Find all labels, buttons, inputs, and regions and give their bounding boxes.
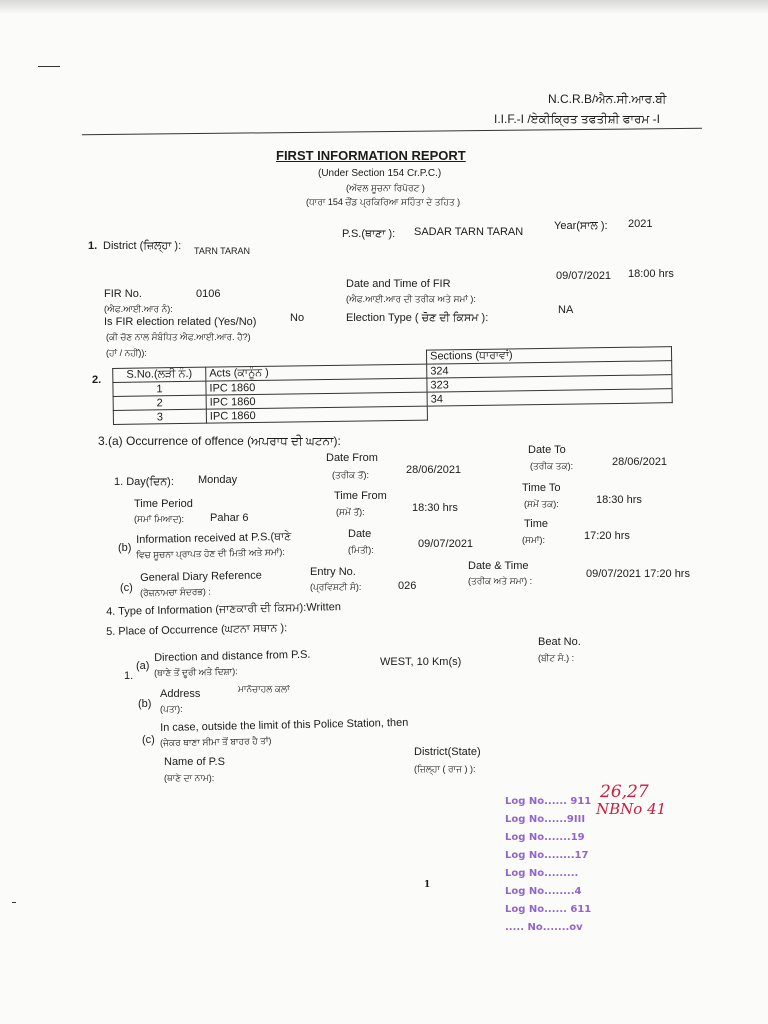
- ncrb-header: N.C.R.B/ਐਨ.ਸੀ.ਆਰ.ਬੀ: [548, 92, 667, 106]
- fir-date: 09/07/2021: [556, 270, 612, 282]
- ps-label: P.S.(ਥਾਣਾ ):: [342, 228, 396, 240]
- district-state-label-pa: (ਜ਼ਿਲ੍ਹਾ ( ਰਾਜ ) ):: [414, 764, 476, 774]
- stamp-row: ..... No.......ov: [505, 922, 583, 933]
- date-to: 28/06/2021: [612, 456, 668, 468]
- address-value: ਮਾਨੋਚਾਹਲ ਕਲਾਂ: [238, 684, 290, 694]
- time-to-label: Time To: [522, 482, 561, 494]
- stamp-row: Log No...... 611: [505, 904, 592, 915]
- scan-top-edge: [0, 0, 768, 14]
- report-subtitle-section: (ਧਾਰਾ 154 ਚੌਂਡ ਪ੍ਰਕਿਰਿਆ ਸਹਿੰਤਾ ਦੇ ਤਹਿਤ ): [306, 197, 461, 207]
- election-question-pa: (ਕੀ ਚੋਣ ਨਾਲ ਸੰਬੰਧਿਤ ਐਫ.ਆਈ.ਆਰ. ਹੈ?): [106, 332, 251, 342]
- sections-header: Sections (ਧਾਰਾਵਾਂ): [426, 347, 671, 364]
- fir-time: 18:00 hrs: [628, 268, 674, 280]
- direction-label-pa: (ਥਾਣੇ ਤੋਂ ਦੂਰੀ ਅਤੇ ਦਿਸ਼ਾ):: [154, 666, 238, 678]
- time-period: Pahar 6: [210, 512, 249, 524]
- diary-datetime-label-pa: (ਤਰੀਕ ਅਤੇ ਸਮਾ) :: [468, 576, 533, 586]
- info-time-label-pa: (ਸਮਾਂ):: [522, 535, 545, 545]
- table-cell: 3: [113, 409, 206, 424]
- occurrence-heading: 3.(a) Occurrence of offence (ਅਪਰਾਧ ਦੀ ਘਟਨਾ):: [98, 434, 341, 448]
- district-number: 1.: [88, 240, 98, 252]
- info-time-label: Time: [524, 518, 549, 530]
- election-question-options: (ਹਾਂ / ਨਹੀਂ)):: [106, 348, 147, 358]
- year-label: Year(ਸਾਲ ):: [554, 220, 608, 232]
- table-cell: 324: [427, 361, 672, 378]
- time-from-label-pa: (ਸਮੇਂ ਤੋਂ):: [336, 507, 365, 517]
- direction-label: Direction and distance from P.S.: [154, 648, 311, 664]
- place-c-marker: (c): [142, 734, 155, 746]
- diary-label: General Diary Reference: [140, 569, 262, 584]
- year-value: 2021: [628, 218, 653, 230]
- day-value: Monday: [198, 474, 238, 486]
- district-label: District (ਜ਼ਿਲ੍ਹਾ ):: [103, 240, 182, 252]
- beat-label-pa: (ਬੀਟ ਸੰ.) :: [538, 653, 575, 663]
- stamp-row: Log No........4: [505, 886, 582, 897]
- district-state-label: District(State): [414, 746, 481, 758]
- place-heading: 5. Place of Occurrence (ਘਟਨਾ ਸਥਾਨ ):: [106, 622, 288, 638]
- stamp-row: Log No........17: [505, 850, 589, 861]
- header-rule: [82, 128, 702, 135]
- info-received-label: Information received at P.S.(ਥਾਣੇ: [136, 530, 292, 546]
- time-to: 18:30 hrs: [596, 494, 642, 506]
- place-number: 1.: [124, 670, 134, 682]
- table-cell: IPC 1860: [206, 406, 427, 423]
- diary-label-pa: (ਰੋਜ਼ਨਾਮਚਾ ਸੰਦਰਭ) :: [140, 586, 211, 598]
- table-cell: IPC 1860: [206, 378, 427, 395]
- outside-limit-label: In case, outside the limit of this Police Station, then: [160, 716, 409, 734]
- sno-header: S.No.(ਲੜੀ ਨੰ.): [113, 367, 206, 382]
- stamp-row: Log No...... 911: [505, 796, 592, 807]
- election-answer: No: [290, 312, 305, 324]
- table-cell: 34: [427, 389, 672, 406]
- report-subtitle: (Under Section 154 Cr.P.C.): [318, 168, 442, 179]
- election-question: Is FIR election related (Yes/No): [104, 316, 257, 328]
- diary-marker: (c): [120, 582, 133, 594]
- report-title: FIRST INFORMATION REPORT: [276, 148, 466, 163]
- time-from-label: Time From: [334, 490, 387, 502]
- entry-label: Entry No.: [310, 566, 356, 578]
- acts-section-number: 2.: [92, 374, 102, 386]
- address-label-pa: (ਪਤਾ):: [160, 704, 183, 714]
- date-to-label-pa: (ਤਰੀਕ ਤਕ):: [530, 461, 574, 471]
- diary-datetime: 09/07/2021 17:20 hrs: [586, 568, 690, 580]
- table-cell: IPC 1860: [206, 392, 427, 409]
- info-received-label-pa: ਵਿਚ ਸੂਚਨਾ ਪ੍ਰਾਪਤ ਹੋਣ ਦੀ ਮਿਤੀ ਅਤੇ ਸਮਾਂ):: [136, 546, 285, 560]
- time-to-label-pa: (ਸਮੇਂ ਤਕ):: [524, 499, 559, 509]
- stamp-row: Log No......9III: [505, 814, 586, 825]
- time-period-label: Time Period: [134, 498, 193, 510]
- fir-number: 0106: [196, 288, 221, 300]
- ps-name-label-pa: (ਥਾਣੇ ਦਾ ਨਾਮ):: [164, 773, 215, 783]
- election-type-label: Election Type ( ਚੋਣ ਦੀ ਕਿਸਮ ):: [346, 312, 489, 324]
- log-stamp: [505, 790, 675, 950]
- time-period-label-pa: (ਸਮਾਂ ਮਿਆਦ):: [134, 514, 185, 524]
- info-date-label: Date: [348, 528, 372, 540]
- date-from: 28/06/2021: [406, 464, 462, 476]
- acts-header: Acts (ਕਾਨੂੰਨ ): [206, 364, 427, 381]
- beat-label: Beat No.: [538, 636, 581, 648]
- table-cell: 2: [113, 395, 206, 410]
- fir-date-label-pa: (ਐਫ.ਆਈ.ਆਰ ਦੀ ਤਰੀਕ ਅਤੇ ਸਮਾਂ ):: [346, 294, 476, 304]
- direction-value: WEST, 10 Km(s): [380, 656, 462, 668]
- date-to-label: Date To: [528, 444, 566, 456]
- table-cell: 1: [113, 381, 206, 396]
- day-label: 1. Day(ਦਿਨ):: [114, 476, 174, 488]
- date-from-label: Date From: [326, 452, 378, 464]
- fir-date-label: Date and Time of FIR: [346, 278, 451, 290]
- info-date-label-pa: (ਮਿਤੀ):: [348, 545, 374, 555]
- info-date: 09/07/2021: [418, 538, 474, 550]
- fir-label: FIR No.: [104, 288, 142, 300]
- page-number: 1: [424, 880, 431, 890]
- info-received-marker: (b): [118, 542, 132, 554]
- district-value: TARN TARAN: [194, 246, 251, 256]
- address-label: Address: [160, 688, 201, 700]
- ps-name-label: Name of P.S: [164, 756, 225, 768]
- date-from-label-pa: (ਤਰੀਕ ਤੋਂ):: [332, 470, 369, 480]
- entry-label-pa: (ਪ੍ਰਵਿਸ਼ਟੀ ਸੰ):: [310, 582, 362, 592]
- election-type-value: NA: [558, 304, 574, 316]
- diary-datetime-label: Date & Time: [468, 560, 529, 572]
- ps-value: SADAR TARN TARAN: [414, 226, 524, 238]
- outside-limit-label-pa: (ਜੇਕਰ ਥਾਣਾ ਸੀਮਾ ਤੋਂ ਬਾਹਰ ਹੈ ਤਾਂ): [160, 735, 272, 748]
- scan-mark: [12, 902, 16, 903]
- entry-number: 026: [398, 580, 417, 592]
- acts-table: [112, 346, 673, 425]
- fir-label-pa: (ਐਫ.ਆਈ.ਆਰ ਨੰ):: [104, 304, 173, 314]
- time-from: 18:30 hrs: [412, 502, 458, 514]
- info-type: 4. Type of Information (ਜਾਣਕਾਰੀ ਦੀ ਕਿਸਮ):Written: [106, 601, 342, 618]
- stamp-row: Log No.......19: [505, 832, 585, 843]
- report-subtitle-pa: (ਅੱਵਲ ਸੂਚਨਾ ਰਿਪੋਰਟ ): [346, 183, 425, 193]
- handwritten-nb-number: NBNo 41: [596, 800, 667, 818]
- info-time: 17:20 hrs: [584, 530, 630, 542]
- handwritten-numbers: 26,27: [600, 782, 649, 802]
- place-b-marker: (b): [138, 698, 152, 710]
- place-a-marker: (a): [136, 660, 150, 672]
- table-cell: 323: [427, 375, 672, 392]
- stamp-row: Log No.........: [505, 868, 579, 879]
- scan-mark: [38, 66, 60, 67]
- iif-header: I.I.F.-I /ਏਕੀਕ੍ਰਿਤ ਤਫਤੀਸ਼ੀ ਫਾਰਮ -I: [494, 112, 660, 126]
